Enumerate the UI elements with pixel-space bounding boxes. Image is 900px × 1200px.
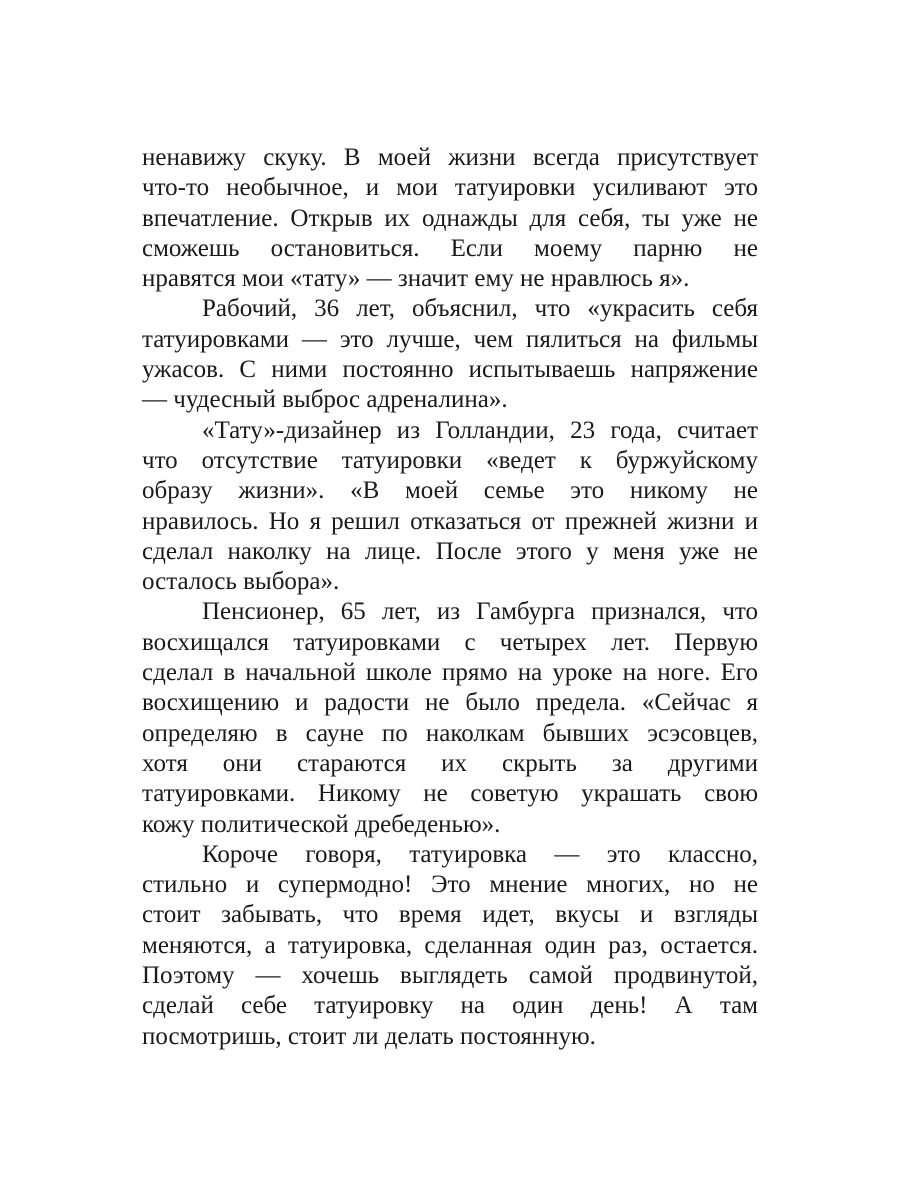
- text-line: ненавижу скуку. В моей жизни всегда присутствует: [142, 144, 758, 171]
- text-line: сделай себе татуировку на один день! А там: [142, 992, 758, 1020]
- text-line: хотя они стараются их скрыть за другими: [142, 749, 758, 777]
- text-line: нравилось. Но я решил отказаться от прежней жизни и: [142, 507, 758, 535]
- text-line: определяю в сауне по наколкам бывших эсэсовцев,: [142, 719, 758, 747]
- text-line: стоит забывать, что время идет, вкусы и взгляды: [142, 901, 758, 929]
- paragraph-5: [142, 840, 758, 1052]
- text-line: Пенсионер, 65 лет, из Гамбурга признался, что: [202, 598, 758, 626]
- body-text: [142, 143, 758, 1052]
- text-line: посмотришь, стоит ли делать постоянную.: [142, 1022, 596, 1050]
- text-line: восхищался татуировками с четырех лет. Первую: [142, 628, 758, 656]
- text-line: сможешь остановиться. Если моему парню не: [142, 234, 758, 262]
- paragraph-3: [142, 416, 758, 598]
- text-line: — чудесный выброс адреналина».: [142, 386, 508, 414]
- text-line: Короче говоря, татуировка — это классно,: [202, 840, 758, 868]
- text-line: восхищению и радости не было предела. «Сейчас я: [142, 689, 758, 717]
- paragraph-4: [142, 597, 758, 839]
- paragraph-2: [142, 294, 758, 415]
- text-line: что отсутствие татуировки «ведет к буржуйскому: [142, 446, 758, 474]
- paragraph-1: [142, 143, 758, 294]
- text-line: татуировками — это лучше, чем пялиться на фильмы: [142, 325, 758, 353]
- text-line: что-то необычное, и мои татуировки усиливают это: [142, 174, 758, 202]
- text-line: ужасов. С ними постоянно испытываешь напряжение: [142, 356, 758, 384]
- text-line: сделал наколку на лице. После этого у меня уже не: [142, 537, 758, 565]
- text-line: осталось выбора».: [142, 568, 340, 596]
- text-line: Рабочий, 36 лет, объяснил, что «украсить себя: [202, 295, 758, 323]
- text-line: сделал в начальной школе прямо на уроке на ноге. Его: [142, 659, 758, 687]
- text-line: стильно и супермодно! Это мнение многих, но не: [142, 871, 758, 899]
- text-line: нравятся мои «тату» — значит ему не нравлюсь я».: [142, 265, 690, 293]
- text-line: образу жизни». «В моей семье это никому не: [142, 477, 758, 505]
- text-line: «Тату»-дизайнер из Голландии, 23 года, считает: [202, 416, 758, 444]
- text-line: кожу политической дребеденью».: [142, 810, 501, 838]
- text-line: Поэтому — хочешь выглядеть самой продвинутой,: [142, 962, 758, 990]
- text-line: татуировками. Никому не советую украшать свою: [142, 780, 758, 808]
- text-line: впечатление. Открыв их однажды для себя, ты уже не: [142, 204, 758, 232]
- text-line: меняются, а татуировка, сделанная один раз, остается.: [142, 931, 758, 959]
